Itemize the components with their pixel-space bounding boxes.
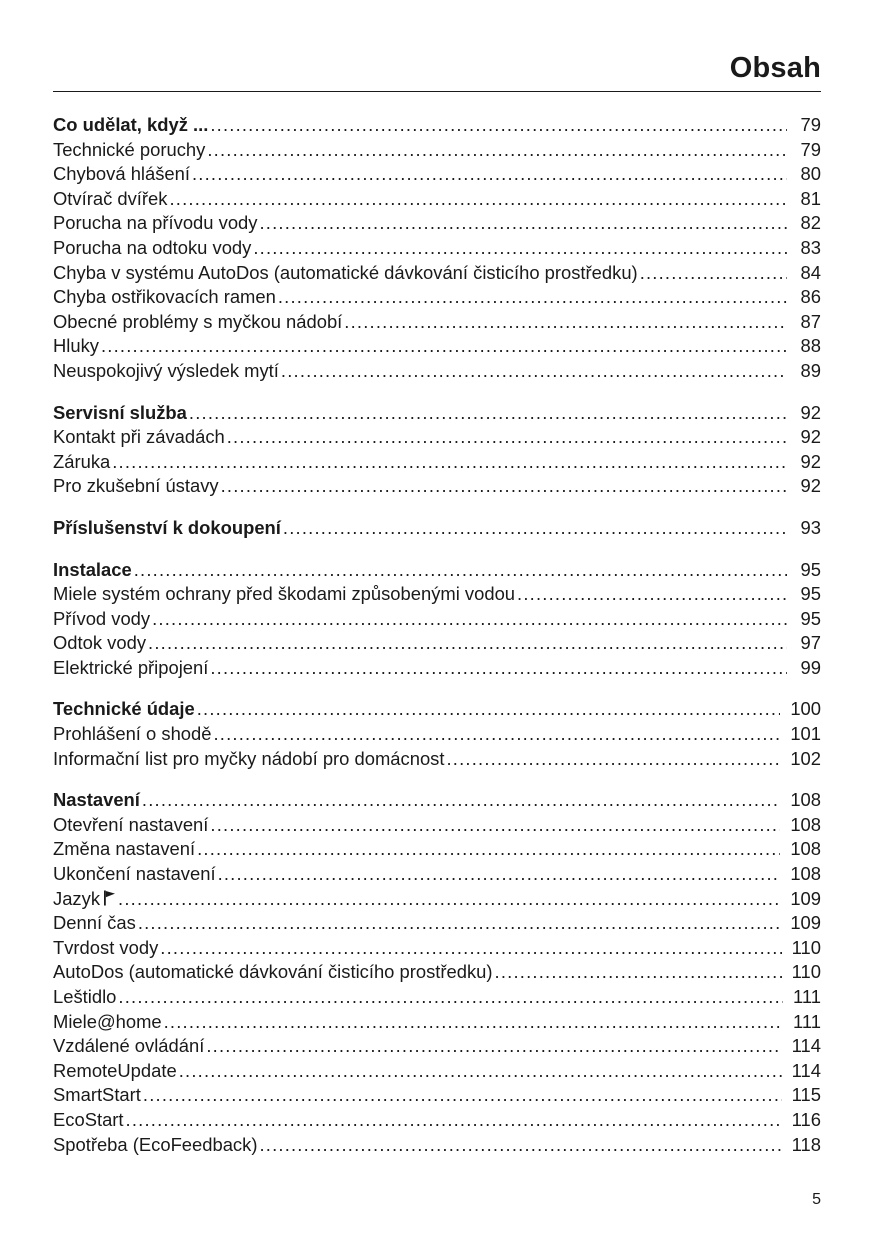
toc-entry[interactable] <box>53 747 821 772</box>
dot-leader <box>112 450 787 475</box>
toc-page-number: 101 <box>790 723 821 745</box>
toc-entry-label <box>53 582 515 607</box>
toc-page-number: 99 <box>800 656 821 678</box>
toc-entry-label <box>53 450 110 475</box>
toc-section <box>53 401 821 499</box>
toc-label-text: Pro zkušební ústavy <box>53 475 219 497</box>
dot-leader <box>118 887 780 912</box>
toc-label-text: Spotřeba (EcoFeedback) <box>53 1133 258 1155</box>
toc-page-number: 93 <box>800 516 821 538</box>
toc-entry[interactable] <box>53 359 821 384</box>
toc-entry-label <box>53 813 208 838</box>
toc-entry[interactable] <box>53 582 821 607</box>
dot-leader <box>101 334 787 359</box>
dot-leader <box>213 722 780 747</box>
toc-entry-label <box>53 607 150 632</box>
toc-label-text: Co udělat, když ... <box>53 114 209 135</box>
dot-leader <box>206 1034 781 1059</box>
toc-page-number: 87 <box>800 310 821 332</box>
toc-entry-label <box>53 1108 124 1133</box>
toc-entry-label <box>53 1133 257 1158</box>
toc-section <box>53 516 821 541</box>
toc-label-text: Denní čas <box>53 912 136 934</box>
toc-label-text: Miele systém ochrany před škodami způsobenými vodou <box>53 583 516 605</box>
toc-entry-label <box>53 310 342 335</box>
toc-label-text: Nastavení <box>53 789 140 811</box>
toc-page-number: 97 <box>800 632 821 654</box>
toc-section <box>53 113 821 384</box>
toc-label-text: AutoDos (automatické dávkování čisticího prostředku) <box>53 961 493 983</box>
dot-leader <box>126 1108 782 1133</box>
dot-leader <box>210 113 787 138</box>
toc-entry-label <box>53 425 225 450</box>
toc-entry[interactable] <box>53 187 821 212</box>
toc-label-text: Změna nastavení <box>53 838 196 860</box>
toc-entry-label <box>53 138 205 163</box>
toc-entry-label <box>53 211 257 236</box>
dot-leader <box>138 911 781 936</box>
toc-page-number: 95 <box>800 558 821 580</box>
toc-entry-label <box>53 985 116 1010</box>
dot-leader <box>118 985 783 1010</box>
toc-entry[interactable] <box>53 813 821 838</box>
toc-label-text: Otevření nastavení <box>53 813 209 835</box>
toc-page-number: 116 <box>791 1108 821 1130</box>
toc-entry[interactable] <box>53 1010 821 1035</box>
toc-page-number: 82 <box>800 212 821 234</box>
toc-page-number: 108 <box>790 813 821 835</box>
toc-page-number: 92 <box>800 475 821 497</box>
table-of-contents <box>53 113 821 1174</box>
toc-label-text: Technické údaje <box>53 698 195 720</box>
toc-entry[interactable] <box>53 211 821 236</box>
toc-page-number: 114 <box>791 1059 821 1081</box>
toc-label-text: Odtok vody <box>53 632 147 654</box>
toc-label-text: Hluky <box>53 335 99 357</box>
dot-leader <box>259 211 787 236</box>
toc-label-text: Prohlášení o shodě <box>53 723 212 745</box>
toc-label-text: Elektrické připojení <box>53 656 209 678</box>
toc-label-text: Tvrdost vody <box>53 936 159 958</box>
toc-entry-label <box>53 236 251 261</box>
toc-entry[interactable] <box>53 334 821 359</box>
toc-entry-label <box>53 1010 162 1035</box>
toc-entry-label <box>53 911 136 936</box>
toc-entry[interactable] <box>53 1133 821 1158</box>
toc-page-number: 110 <box>791 961 821 983</box>
toc-label-text: Kontakt při závadách <box>53 426 225 448</box>
toc-heading-label <box>53 113 208 138</box>
toc-heading[interactable] <box>53 516 821 541</box>
dot-leader <box>278 285 787 310</box>
toc-page-number: 79 <box>800 114 821 135</box>
toc-entry[interactable] <box>53 474 821 499</box>
toc-heading[interactable] <box>53 697 821 722</box>
toc-entry[interactable] <box>53 911 821 936</box>
dot-leader <box>160 936 781 961</box>
dot-leader <box>192 162 787 187</box>
toc-page-number: 80 <box>800 163 821 185</box>
toc-label-text: EcoStart <box>53 1108 124 1130</box>
toc-page-number: 92 <box>800 401 821 423</box>
toc-page-number: 118 <box>791 1133 821 1155</box>
toc-entry-label <box>53 1083 141 1108</box>
dot-leader <box>253 236 787 261</box>
toc-label-text: Technické poruchy <box>53 138 206 160</box>
toc-label-text: Miele@home <box>53 1010 162 1032</box>
dot-leader <box>281 359 787 384</box>
toc-entry-label <box>53 359 279 384</box>
toc-label-text: Ukončení nastavení <box>53 863 216 885</box>
dot-leader <box>259 1133 781 1158</box>
toc-entry-label <box>53 474 219 499</box>
toc-entry-label <box>53 936 158 961</box>
toc-entry[interactable] <box>53 1108 821 1133</box>
toc-page-number: 109 <box>790 912 821 934</box>
dot-leader <box>143 1083 782 1108</box>
toc-page-number: 95 <box>800 583 821 605</box>
toc-label-text: Chybová hlášení <box>53 163 190 185</box>
dot-leader <box>179 1059 782 1084</box>
toc-heading-label <box>53 516 281 541</box>
toc-section <box>53 558 821 681</box>
toc-label-text: Otvírač dvířek <box>53 187 168 209</box>
dot-leader <box>218 862 781 887</box>
toc-page-number: 111 <box>793 986 821 1007</box>
dot-leader <box>227 425 787 450</box>
toc-entry-label <box>53 187 167 212</box>
dot-leader <box>197 697 781 722</box>
toc-entry[interactable] <box>53 1059 821 1084</box>
toc-heading-label <box>53 558 132 583</box>
toc-label-text: Porucha na přívodu vody <box>53 212 258 234</box>
toc-entry[interactable] <box>53 960 821 985</box>
toc-page-number: 92 <box>800 450 821 472</box>
dot-leader <box>517 582 787 607</box>
toc-entry-label <box>53 1059 177 1084</box>
toc-entry-label <box>53 960 493 985</box>
toc-section <box>53 697 821 771</box>
toc-page-number: 86 <box>800 286 821 308</box>
dot-leader <box>169 187 787 212</box>
toc-label-text: Příslušenství k dokoupení <box>53 516 281 538</box>
page-number: 5 <box>812 1191 821 1208</box>
toc-label-text: Informační list pro myčky nádobí pro domácnost <box>53 747 445 769</box>
toc-heading[interactable] <box>53 558 821 583</box>
toc-entry[interactable] <box>53 656 821 681</box>
toc-heading[interactable] <box>53 401 821 426</box>
toc-entry[interactable] <box>53 607 821 632</box>
dot-leader <box>189 401 787 426</box>
dot-leader <box>495 960 782 985</box>
toc-entry[interactable] <box>53 1083 821 1108</box>
toc-entry[interactable] <box>53 425 821 450</box>
toc-label-text: Přívod vody <box>53 607 151 629</box>
toc-page-number: 108 <box>790 789 821 811</box>
toc-page-number: 114 <box>791 1035 821 1057</box>
toc-page-number: 81 <box>800 187 821 209</box>
toc-entry-label <box>53 334 99 359</box>
toc-entry[interactable] <box>53 837 821 862</box>
page-title: Obsah <box>729 52 821 84</box>
dot-leader <box>210 656 787 681</box>
toc-label-text: Servisní služba <box>53 401 187 423</box>
toc-entry-label <box>53 656 208 681</box>
toc-page-number: 108 <box>790 838 821 860</box>
toc-page-number: 100 <box>790 698 821 720</box>
toc-entry-label <box>53 887 116 912</box>
toc-label-text: Chyba v systému AutoDos (automatické dávkování čisticího prostředku) <box>53 261 638 283</box>
title-divider <box>53 91 821 92</box>
toc-heading-label <box>53 788 140 813</box>
toc-label-text: Chyba ostřikovacích ramen <box>53 286 276 308</box>
toc-label-text: Neuspokojivý výsledek mytí <box>53 359 279 381</box>
toc-page-number: 110 <box>791 936 821 958</box>
toc-entry[interactable] <box>53 631 821 656</box>
toc-entry-label <box>53 1034 204 1059</box>
toc-entry-label <box>53 162 190 187</box>
toc-page-number: 84 <box>800 261 821 283</box>
toc-page-number: 109 <box>790 887 821 909</box>
toc-entry[interactable] <box>53 936 821 961</box>
toc-page-number: 108 <box>790 863 821 885</box>
toc-label-text: Jazyk <box>53 887 101 909</box>
toc-entry-label <box>53 747 444 772</box>
toc-entry-label <box>53 862 216 887</box>
toc-heading-label <box>53 401 187 426</box>
toc-entry[interactable] <box>53 862 821 887</box>
toc-label-text: SmartStart <box>53 1084 141 1106</box>
toc-label-text: Záruka <box>53 450 111 472</box>
dot-leader <box>221 474 787 499</box>
toc-entry[interactable] <box>53 261 821 286</box>
toc-page-number: 79 <box>800 138 821 160</box>
toc-entry[interactable] <box>53 138 821 163</box>
toc-entry[interactable] <box>53 887 821 912</box>
dot-leader <box>640 261 787 286</box>
dot-leader <box>142 788 780 813</box>
dot-leader <box>446 747 780 772</box>
toc-label-text: Obecné problémy s myčkou nádobí <box>53 310 343 332</box>
toc-heading-label <box>53 697 195 722</box>
toc-entry-label <box>53 285 276 310</box>
dot-leader <box>197 837 780 862</box>
toc-entry-label <box>53 722 211 747</box>
toc-label-text: Leštidlo <box>53 986 117 1007</box>
toc-label-text: RemoteUpdate <box>53 1059 177 1081</box>
toc-page-number: 102 <box>790 747 821 769</box>
toc-heading[interactable] <box>53 788 821 813</box>
toc-entry[interactable] <box>53 985 821 1010</box>
toc-page-number: 89 <box>800 359 821 381</box>
toc-label-text: Vzdálené ovládání <box>53 1035 205 1057</box>
toc-entry[interactable] <box>53 236 821 261</box>
toc-entry-label <box>53 837 195 862</box>
toc-page-number: 83 <box>800 236 821 258</box>
dot-leader <box>152 607 787 632</box>
flag-icon <box>103 888 116 904</box>
toc-entry-label <box>53 631 146 656</box>
dot-leader <box>134 558 787 583</box>
dot-leader <box>164 1010 783 1035</box>
toc-page-number: 95 <box>800 607 821 629</box>
dot-leader <box>207 138 787 163</box>
toc-entry[interactable] <box>53 285 821 310</box>
toc-label-text: Instalace <box>53 558 132 580</box>
toc-entry[interactable] <box>53 450 821 475</box>
toc-entry[interactable] <box>53 1034 821 1059</box>
toc-page-number: 88 <box>800 335 821 357</box>
toc-entry[interactable] <box>53 722 821 747</box>
toc-page-number: 115 <box>791 1084 821 1106</box>
toc-heading[interactable] <box>53 113 821 138</box>
toc-section <box>53 788 821 1157</box>
toc-page-number: 111 <box>793 1010 821 1032</box>
dot-leader <box>283 516 787 541</box>
toc-entry-label <box>53 261 638 286</box>
toc-label-text: Porucha na odtoku vody <box>53 236 252 258</box>
dot-leader <box>344 310 787 335</box>
dot-leader <box>210 813 780 838</box>
dot-leader <box>148 631 787 656</box>
toc-entry[interactable] <box>53 310 821 335</box>
toc-entry[interactable] <box>53 162 821 187</box>
toc-page-number: 92 <box>800 426 821 448</box>
